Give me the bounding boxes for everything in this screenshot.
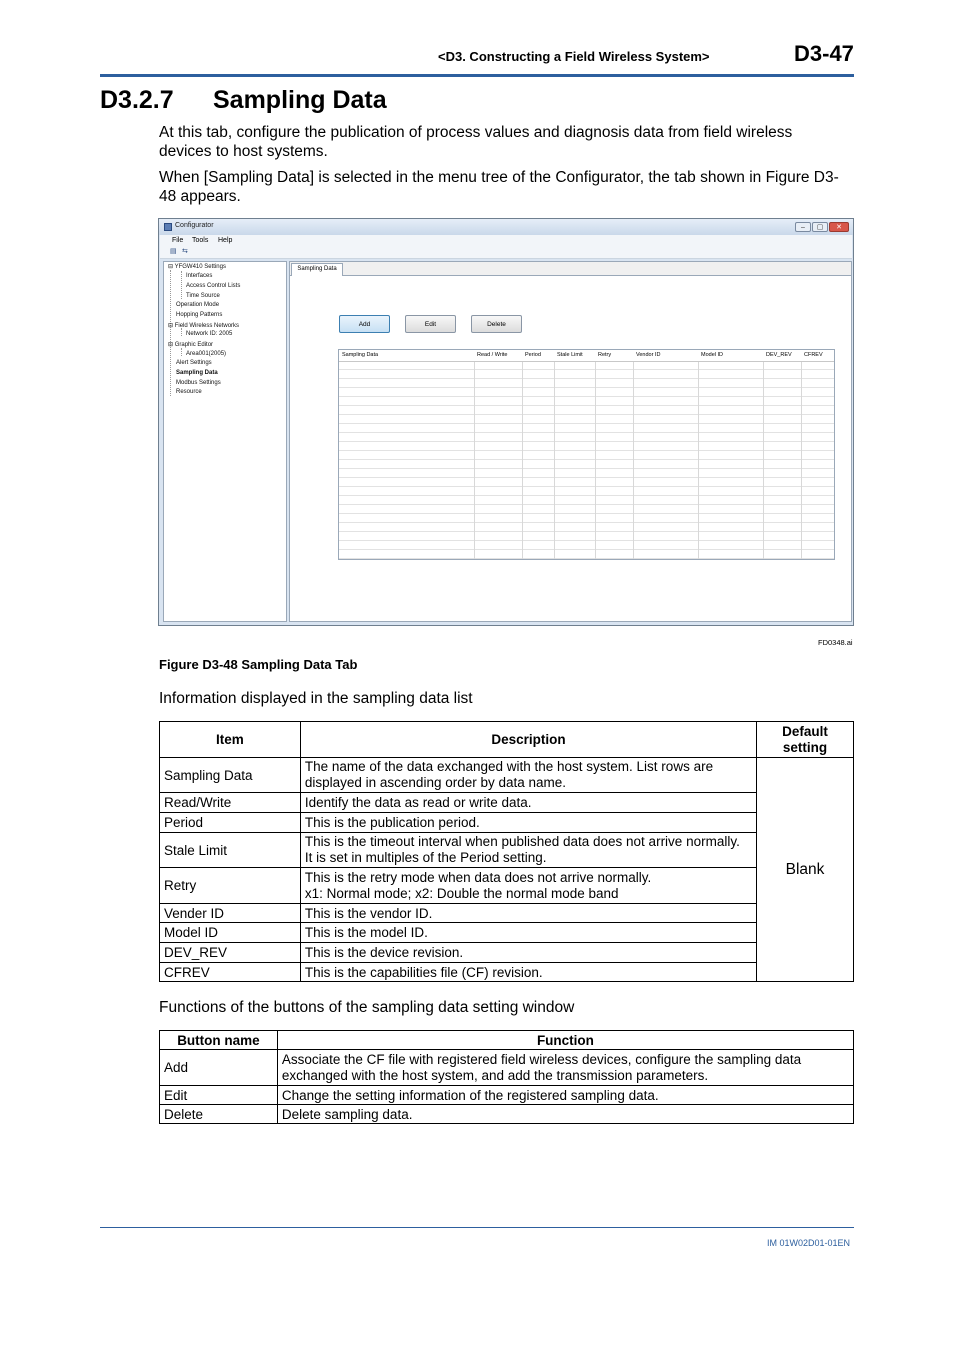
menu-bar: [160, 235, 852, 246]
menu-help[interactable]: Help: [218, 237, 233, 244]
col-model-id[interactable]: Model ID: [701, 352, 724, 358]
tree-item-area001[interactable]: Area001(2005): [186, 351, 227, 357]
desc-line: The name of the data exchanged with the host system. List rows are: [304, 759, 714, 774]
col-sampling-data[interactable]: Sampling Data: [342, 352, 379, 358]
figure-id: FD0348.ai: [818, 638, 853, 647]
info-default-value: Blank: [757, 758, 854, 982]
tree-item-yfgw410-settings[interactable]: ⊟ YFGW410 Settings: [168, 264, 226, 270]
button-table-heading: Functions of the buttons of the sampling data setting window: [159, 999, 575, 1016]
desc-line: It is set in multiples of the Period setting.: [304, 850, 547, 865]
section-title: Sampling Data: [213, 86, 387, 114]
window-title: Configurator: [175, 222, 214, 229]
button-function: Delete sampling data.: [277, 1105, 853, 1124]
col-stale-limit[interactable]: Stale Limit: [557, 352, 583, 358]
info-item: Vender ID: [160, 904, 301, 923]
configurator-window: [158, 218, 854, 626]
tree-item-sampling-data[interactable]: Sampling Data: [176, 370, 218, 376]
menu-tools[interactable]: Tools: [192, 237, 209, 244]
sampling-data-grid[interactable]: [338, 349, 835, 560]
button-function: [277, 1050, 853, 1086]
open-icon[interactable]: ▤: [170, 248, 177, 255]
info-table: [159, 721, 854, 982]
grid-header: [339, 350, 834, 362]
button-table: [159, 1030, 854, 1124]
tree-item-graphic-editor[interactable]: ⊟ Graphic Editor: [168, 342, 214, 348]
tree-item-interfaces[interactable]: Interfaces: [186, 273, 213, 279]
tree-item-time-source[interactable]: Time Source: [186, 293, 220, 299]
desc-line: This is the retry mode when data does not arrive normally.: [304, 869, 652, 885]
col-retry[interactable]: Retry: [598, 352, 612, 358]
button-header-function: Function: [277, 1031, 853, 1050]
info-item: Model ID: [160, 923, 301, 943]
info-item: DEV_REV: [160, 943, 301, 963]
grid-column-divider: [595, 350, 596, 559]
tree-item-access-control-lists[interactable]: Access Control Lists: [186, 283, 241, 289]
col-cfrev[interactable]: CFREV: [804, 352, 823, 358]
info-item: Period: [160, 813, 301, 833]
button-name: Delete: [160, 1105, 278, 1124]
tree-item-operation-mode[interactable]: Operation Mode: [176, 302, 220, 308]
col-vendor-id[interactable]: Vendor ID: [636, 352, 661, 358]
intro-paragraph-2: When [Sampling Data] is selected in the menu tree of the Configurator, the tab shown in Figure D3-48 appears.: [159, 169, 839, 205]
menu-file[interactable]: File: [172, 237, 184, 244]
tab-sampling-data[interactable]: Sampling Data: [291, 263, 343, 276]
window-titlebar: [159, 219, 853, 235]
grid-column-divider: [801, 350, 802, 559]
grid-column-divider: [633, 350, 634, 559]
info-item: Retry: [160, 868, 301, 904]
tree-item-resource[interactable]: Resource: [176, 389, 202, 395]
grid-column-divider: [522, 350, 523, 559]
button-header-name: Button name: [160, 1031, 278, 1050]
info-item: Read/Write: [160, 793, 301, 813]
info-item: Stale Limit: [160, 833, 301, 868]
col-dev-rev[interactable]: DEV_REV: [766, 352, 792, 358]
grid-column-divider: [763, 350, 764, 559]
func-line: exchanged with the host system, and add the transmission parameters.: [281, 1067, 709, 1083]
button-name: Edit: [160, 1086, 278, 1105]
col-period[interactable]: Period: [525, 352, 541, 358]
info-description: This is the vendor ID.: [300, 904, 756, 923]
close-button[interactable]: ✕: [829, 222, 849, 232]
info-header-item: Item: [160, 722, 301, 758]
info-header-default: Default setting: [757, 722, 854, 758]
grid-column-divider: [474, 350, 475, 559]
info-table-heading: Information displayed in the sampling data list: [159, 690, 473, 707]
info-description: [300, 868, 756, 904]
tree-item-field-wireless-networks[interactable]: ⊟ Field Wireless Networks: [168, 323, 240, 329]
info-header-description: Description: [300, 722, 756, 758]
desc-line: This is the timeout interval when published data does not arrive normally.: [304, 834, 740, 849]
section-number: D3.2.7: [100, 86, 174, 114]
tree-connector: [181, 328, 182, 336]
tree-item-alert-settings[interactable]: Alert Settings: [176, 360, 212, 366]
tree-connector: [170, 270, 171, 396]
edit-button[interactable]: Edit: [405, 315, 456, 333]
chapter-title: <D3. Constructing a Field Wireless System>: [438, 49, 710, 64]
info-description: [300, 758, 756, 793]
app-icon: [164, 223, 172, 231]
header-rule: [100, 74, 854, 77]
maximize-button[interactable]: ▢: [812, 222, 828, 232]
tab-strip: [290, 262, 851, 276]
button-function: Change the setting information of the registered sampling data.: [277, 1086, 853, 1105]
document-id: IM 01W02D01-01EN: [767, 1238, 851, 1248]
intro-paragraph: At this tab, configure the publication of process values and diagnosis data from field wireless devices to host systems.: [159, 124, 793, 160]
tree-item-hopping-patterns[interactable]: Hopping Patterns: [176, 312, 223, 318]
col-read-write[interactable]: Read / Write: [477, 352, 508, 358]
tree-item-modbus-settings[interactable]: Modbus Settings: [176, 380, 221, 386]
info-description: This is the model ID.: [300, 923, 756, 943]
tab-content-area: [289, 261, 852, 622]
desc-line: displayed in ascending order by data name.: [304, 775, 567, 790]
tree-connector: [181, 271, 182, 299]
page-number: D3-47: [794, 41, 854, 66]
menu-tree: [163, 261, 287, 622]
info-description: This is the device revision.: [300, 943, 756, 963]
grid-column-divider: [554, 350, 555, 559]
delete-button[interactable]: Delete: [471, 315, 522, 333]
grid-column-divider: [698, 350, 699, 559]
connect-icon[interactable]: ⇆: [182, 248, 188, 255]
info-description: This is the capabilities file (CF) revision.: [300, 963, 756, 982]
info-description: [300, 833, 756, 868]
tree-connector: [181, 348, 182, 356]
figure-caption: Figure D3-48 Sampling Data Tab: [159, 657, 358, 672]
info-description: This is the publication period.: [300, 813, 756, 833]
grid-rows: [339, 361, 834, 560]
func-line: Associate the CF file with registered field wireless devices, configure the sampling data: [281, 1051, 802, 1067]
minimize-button[interactable]: –: [795, 222, 811, 232]
add-button[interactable]: Add: [339, 315, 390, 333]
info-item: Sampling Data: [160, 758, 301, 793]
info-description: Identify the data as read or write data.: [300, 793, 756, 813]
info-item: CFREV: [160, 963, 301, 982]
button-name: Add: [160, 1050, 278, 1086]
footer-rule: [100, 1227, 854, 1228]
toolbar: [160, 246, 852, 259]
tree-item-network-id[interactable]: Network ID: 2005: [186, 331, 233, 337]
desc-line: x1: Normal mode; x2: Double the normal mode band: [304, 885, 619, 901]
